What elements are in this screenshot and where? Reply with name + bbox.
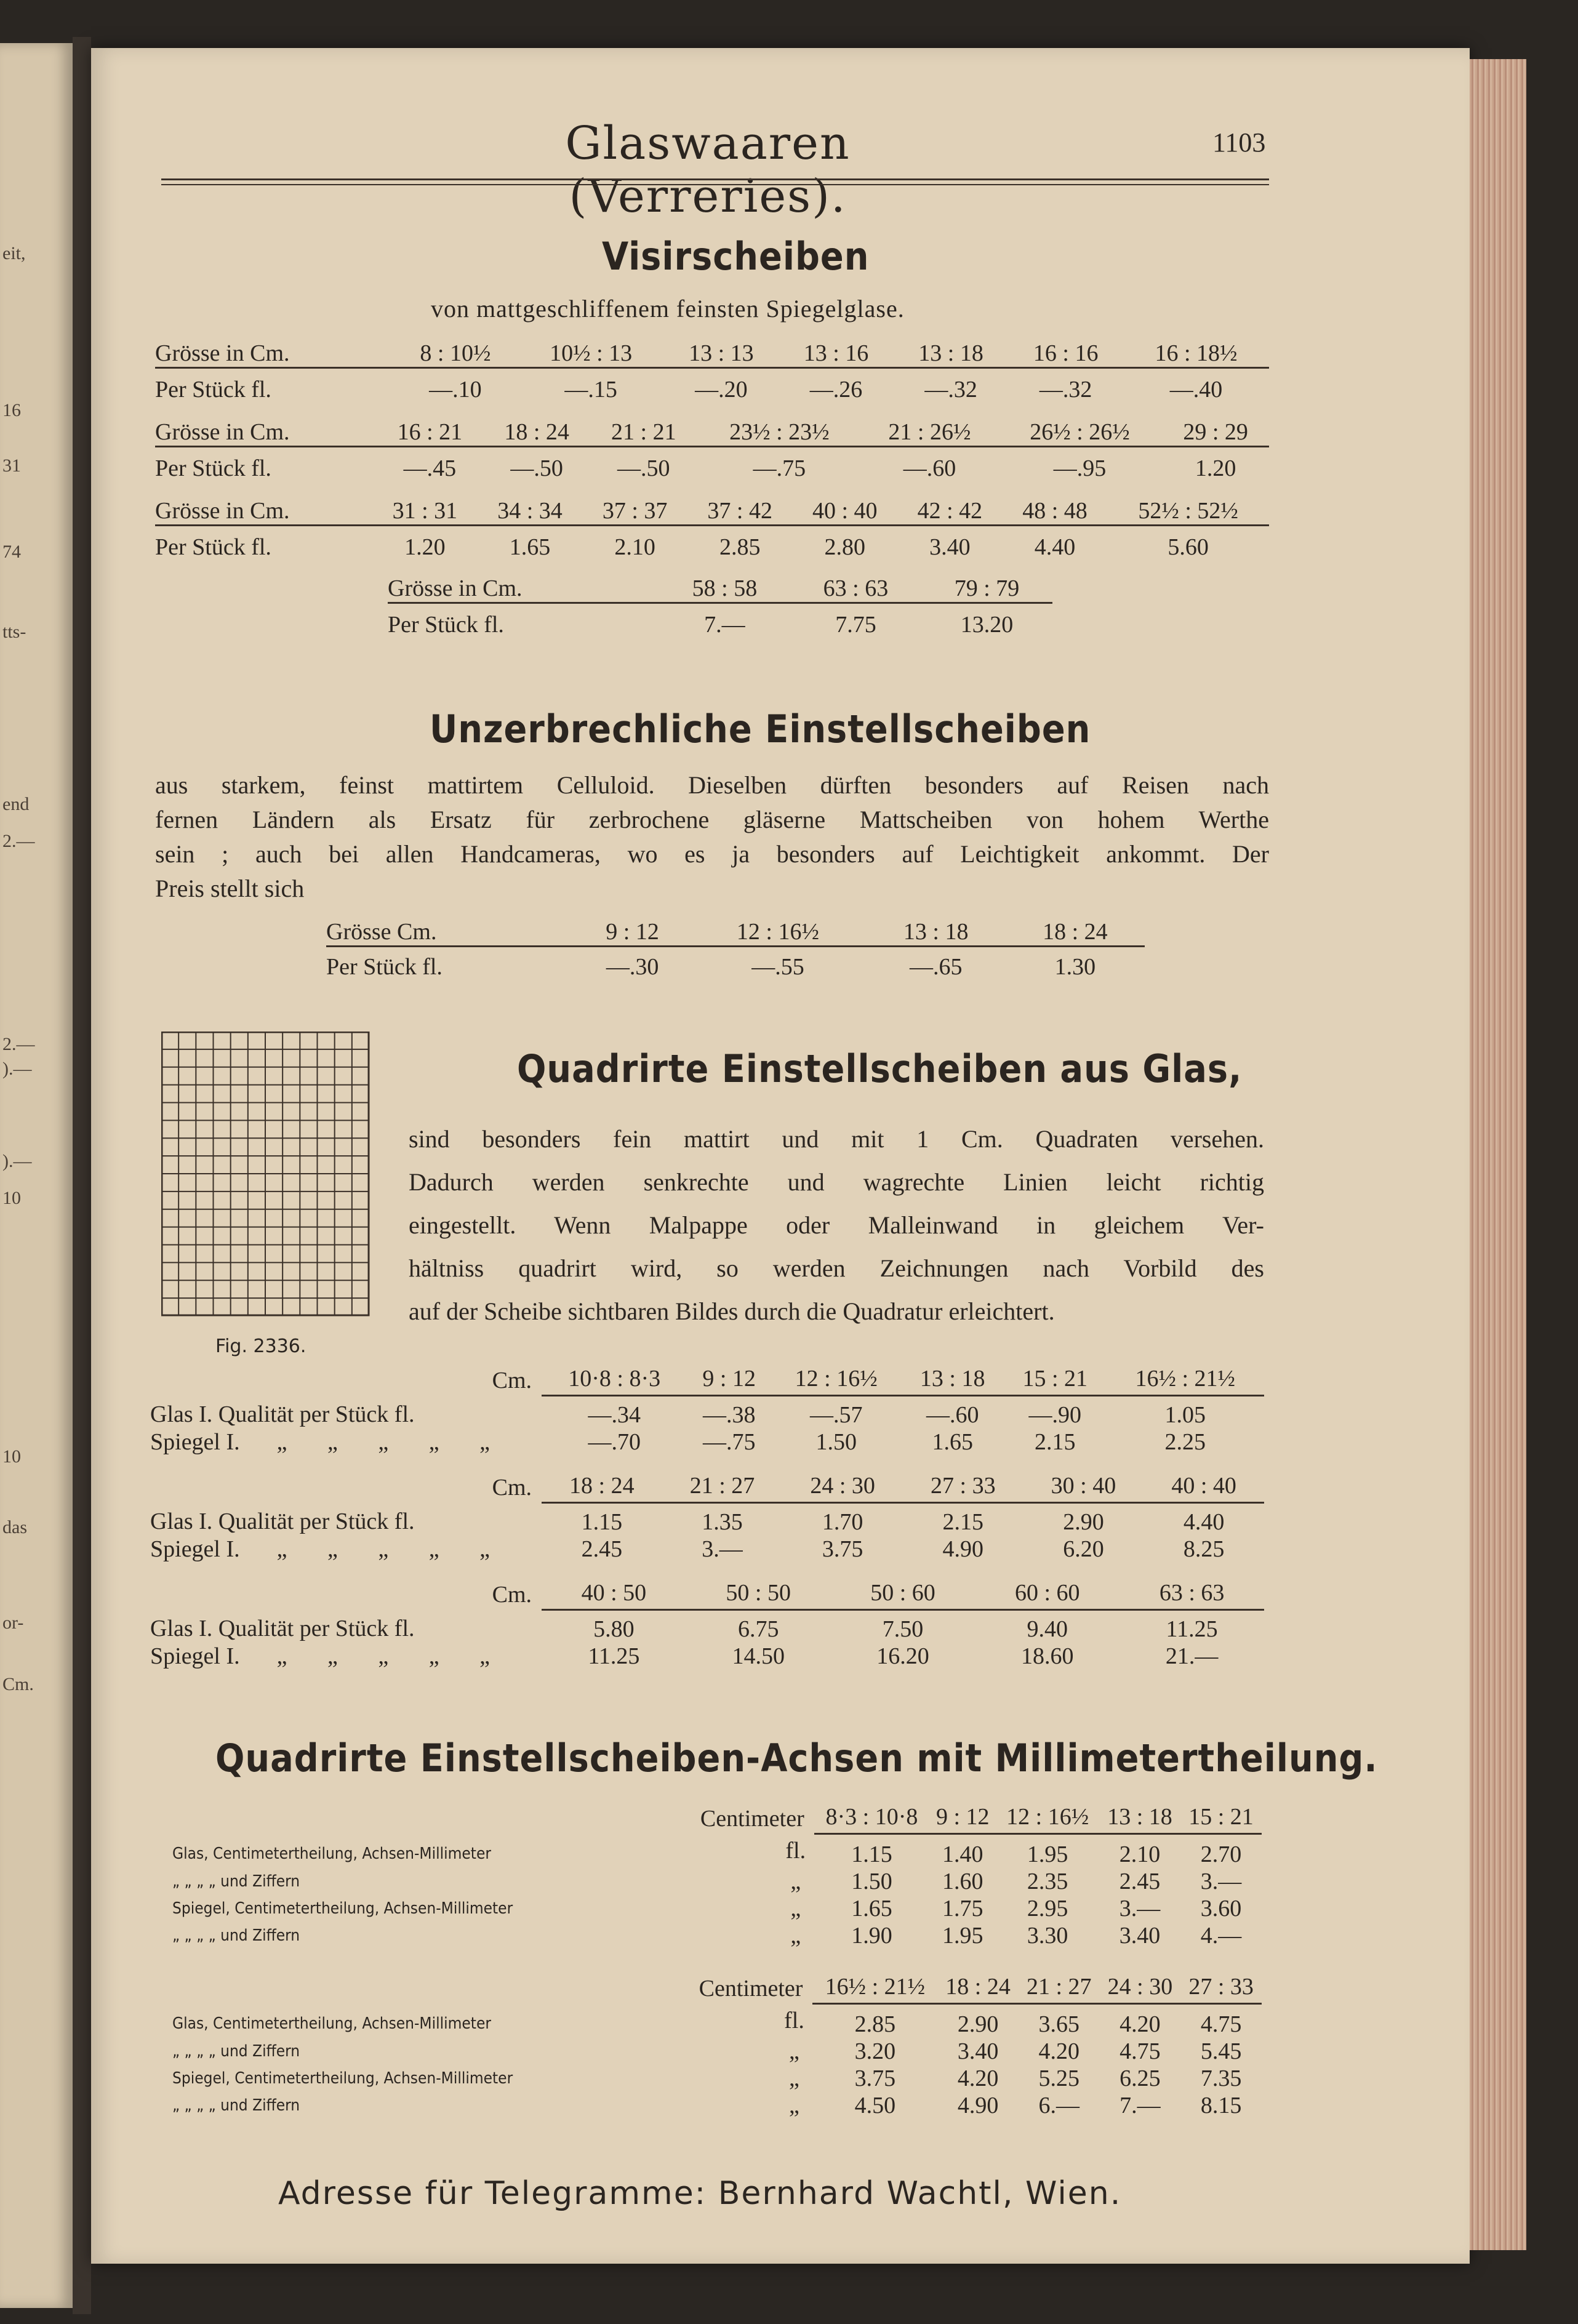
size-cell: 40 : 50 bbox=[542, 1579, 686, 1610]
price-cell: 2.35 bbox=[1027, 1869, 1068, 1894]
unzerbrechliche-paragraph bbox=[155, 768, 1269, 906]
price-row bbox=[155, 526, 1269, 561]
price-cell: 1.90 bbox=[851, 1923, 892, 1949]
page-header-title: Glaswaaren (Verreries). bbox=[565, 117, 851, 223]
row-label: „ „ „ „ und Ziffern bbox=[172, 1926, 300, 1945]
price-cell: 3.40 bbox=[929, 534, 971, 560]
price-cell: 2.45 bbox=[1119, 1869, 1161, 1894]
price-row bbox=[172, 1834, 1262, 1869]
left-margin-mark: eit, bbox=[2, 243, 26, 263]
price-cell: 5.80 bbox=[593, 1616, 635, 1642]
glas-row bbox=[150, 1610, 1264, 1643]
price-cell: 1.20 bbox=[404, 534, 446, 560]
price-cell: —.38 bbox=[702, 1402, 756, 1428]
size-cell: 18 : 24 bbox=[542, 1472, 662, 1503]
price-cell: 1.65 bbox=[932, 1429, 973, 1455]
price-cell: —.45 bbox=[403, 455, 457, 481]
price-cell: 2.85 bbox=[854, 2011, 896, 2037]
price-cell: 3.65 bbox=[1038, 2011, 1079, 2037]
size-row bbox=[172, 1973, 1262, 2004]
cm-label: Centimeter bbox=[700, 1805, 804, 1832]
price-cell: 3.75 bbox=[822, 1536, 863, 1562]
size-cell: 13 : 18 bbox=[901, 1365, 1004, 1396]
price-label: Per Stück fl. bbox=[388, 612, 504, 638]
size-cell: 16 : 16 bbox=[1008, 340, 1123, 368]
size-row bbox=[326, 918, 1145, 947]
size-cell: 12 : 16½ bbox=[771, 1365, 901, 1396]
price-label: Per Stück fl. bbox=[326, 954, 443, 980]
row-label: Glas, Centimetertheilung, Achsen-Millimeter bbox=[172, 2014, 491, 2034]
visirscheiben-table-1 bbox=[155, 340, 1269, 403]
size-cell: 40 : 40 bbox=[1143, 1472, 1264, 1503]
header-rule bbox=[161, 178, 1269, 185]
size-label: Grösse in Cm. bbox=[155, 340, 393, 368]
visirscheiben-title: Visirscheiben bbox=[602, 234, 870, 279]
size-label: Grösse Cm. bbox=[326, 918, 575, 947]
size-cell: 37 : 42 bbox=[687, 497, 793, 526]
unit-label: „ bbox=[790, 1923, 801, 1949]
price-cell: 2.90 bbox=[1063, 1509, 1104, 1535]
price-cell: 4.75 bbox=[1200, 2011, 1242, 2037]
price-cell: 2.80 bbox=[824, 534, 866, 560]
size-cell: 40 : 40 bbox=[792, 497, 897, 526]
price-cell: —.34 bbox=[588, 1402, 641, 1428]
size-row bbox=[150, 1365, 1264, 1396]
price-cell: 3.— bbox=[702, 1536, 743, 1562]
price-cell: 18.60 bbox=[1021, 1643, 1074, 1669]
price-cell: 1.15 bbox=[581, 1509, 623, 1535]
price-cell: 4.75 bbox=[1119, 2038, 1161, 2064]
row-label: „ „ „ „ und Ziffern bbox=[172, 2042, 300, 2061]
left-margin-mark: 74 bbox=[2, 542, 21, 562]
price-cell: 4.40 bbox=[1034, 534, 1076, 560]
price-cell: 1.95 bbox=[942, 1923, 983, 1949]
size-cell: 30 : 40 bbox=[1023, 1472, 1144, 1503]
size-cell: 21 : 27 bbox=[1019, 1973, 1100, 2004]
size-cell: 10·8 : 8·3 bbox=[542, 1365, 687, 1396]
size-cell: 24 : 30 bbox=[1100, 1973, 1181, 2004]
size-row bbox=[155, 497, 1269, 526]
visirscheiben-subtitle: von mattgeschliffenem feinsten Spiegelglase. bbox=[431, 295, 905, 323]
price-cell: 4.20 bbox=[1038, 2038, 1079, 2064]
achsen-table-2 bbox=[172, 1973, 1262, 2119]
unit-label: „ bbox=[790, 1896, 801, 1921]
telegram-address: Adresse für Telegramme: Bernhard Wachtl, Wien. bbox=[278, 2175, 1122, 2212]
ditto-marks: „ „ „ „ „ bbox=[276, 1429, 490, 1455]
visirscheiben-table-3 bbox=[155, 497, 1269, 561]
price-cell: 3.20 bbox=[854, 2038, 896, 2064]
price-cell: 2.10 bbox=[614, 534, 655, 560]
size-cell: 37 : 37 bbox=[582, 497, 687, 526]
size-cell: 18 : 24 bbox=[1006, 918, 1145, 947]
price-cell: 6.20 bbox=[1063, 1536, 1104, 1562]
unit-label: „ bbox=[789, 2038, 799, 2064]
price-cell: 3.60 bbox=[1200, 1896, 1242, 1921]
price-row bbox=[326, 947, 1145, 981]
size-cell: 63 : 63 bbox=[1119, 1579, 1264, 1610]
price-cell: 2.25 bbox=[1164, 1429, 1206, 1455]
size-cell: 12 : 16½ bbox=[996, 1803, 1099, 1834]
paragraph-line: aus starkem, feinst mattirtem Celluloid. Dieselben dürften besonders auf Reisen nach bbox=[155, 771, 1269, 799]
size-cell: 58 : 58 bbox=[659, 575, 790, 603]
price-cell: 2.15 bbox=[1034, 1429, 1076, 1455]
price-cell: 1.35 bbox=[702, 1509, 743, 1535]
price-cell: 8.25 bbox=[1183, 1536, 1225, 1562]
price-cell: 1.65 bbox=[851, 1896, 892, 1921]
price-cell: 6.25 bbox=[1119, 2066, 1161, 2091]
size-cell: 23½ : 23½ bbox=[697, 419, 862, 447]
price-row bbox=[172, 2092, 1262, 2119]
price-cell: 16.20 bbox=[876, 1643, 929, 1669]
size-row bbox=[172, 1803, 1262, 1834]
price-label: Per Stück fl. bbox=[155, 534, 271, 560]
price-cell: —.30 bbox=[606, 954, 659, 980]
price-cell: 7.— bbox=[704, 612, 745, 638]
price-row bbox=[172, 1895, 1262, 1922]
price-row bbox=[155, 447, 1269, 483]
quadrat-grid-figure bbox=[161, 1032, 370, 1317]
price-cell: 7.35 bbox=[1200, 2066, 1242, 2091]
unit-label: fl. bbox=[785, 1838, 806, 1864]
price-cell: 3.40 bbox=[1119, 1923, 1161, 1949]
left-margin-mark: ).— bbox=[2, 1151, 32, 1171]
left-margin-mark: 16 bbox=[2, 400, 21, 420]
visirscheiben-table-4 bbox=[388, 575, 1052, 638]
price-cell: 4.20 bbox=[957, 2066, 999, 2091]
price-cell: 7.— bbox=[1119, 2093, 1161, 2118]
size-cell: 16½ : 21½ bbox=[1106, 1365, 1264, 1396]
price-cell: 2.85 bbox=[719, 534, 761, 560]
price-cell: —.75 bbox=[702, 1429, 756, 1455]
paragraph-line: hältniss quadrirt wird, so werden Zeichnungen nach Vorbild des bbox=[409, 1254, 1264, 1282]
unit-label: „ bbox=[790, 1869, 801, 1894]
price-cell: 1.70 bbox=[822, 1509, 863, 1535]
price-cell: —.55 bbox=[751, 954, 804, 980]
cm-label: Centimeter bbox=[699, 1975, 803, 2001]
unzerbrechliche-title: Unzerbrechliche Einstellscheiben bbox=[430, 707, 1091, 751]
price-cell: 14.50 bbox=[732, 1643, 785, 1669]
price-cell: 11.25 bbox=[1166, 1616, 1218, 1642]
size-cell: 29 : 29 bbox=[1162, 419, 1269, 447]
size-cell: 13 : 16 bbox=[779, 340, 894, 368]
price-cell: 2.45 bbox=[581, 1536, 623, 1562]
price-cell: 7.75 bbox=[835, 612, 876, 638]
price-cell: 4.— bbox=[1200, 1923, 1242, 1949]
price-cell: 13.20 bbox=[960, 612, 1014, 638]
size-cell: 13 : 18 bbox=[867, 918, 1006, 947]
row-label: Spiegel, Centimetertheilung, Achsen-Millimeter bbox=[172, 1899, 513, 1918]
size-cell: 9 : 12 bbox=[929, 1803, 996, 1834]
price-cell: 2.70 bbox=[1200, 1841, 1242, 1867]
left-margin-mark: 2.— bbox=[2, 1034, 35, 1054]
price-cell: 2.90 bbox=[957, 2011, 999, 2037]
size-cell: 12 : 16½ bbox=[689, 918, 866, 947]
price-cell: —.32 bbox=[924, 377, 977, 403]
left-margin-mark: das bbox=[2, 1517, 27, 1537]
price-cell: 4.20 bbox=[1119, 2011, 1161, 2037]
glas-label: Glas I. Qualität per Stück fl. bbox=[150, 1616, 415, 1642]
size-cell: 24 : 30 bbox=[782, 1472, 903, 1503]
left-margin-mark: end bbox=[2, 794, 30, 814]
spiegel-text: Spiegel I. bbox=[150, 1643, 240, 1669]
size-cell: 63 : 63 bbox=[790, 575, 921, 603]
quadrirte-glas-paragraph bbox=[409, 1118, 1264, 1333]
price-cell: 4.40 bbox=[1183, 1509, 1225, 1535]
price-cell: 1.15 bbox=[851, 1841, 892, 1867]
size-cell: 27 : 33 bbox=[1180, 1973, 1262, 2004]
left-margin-mark: ).— bbox=[2, 1059, 32, 1079]
left-margin-mark: 2.— bbox=[2, 831, 35, 851]
size-cell: 10½ : 13 bbox=[518, 340, 664, 368]
price-cell: 3.40 bbox=[957, 2038, 999, 2064]
price-cell: —.15 bbox=[564, 377, 617, 403]
left-margin-mark: 10 bbox=[2, 1188, 21, 1208]
price-cell: 9.40 bbox=[1027, 1616, 1068, 1642]
price-row bbox=[172, 2038, 1262, 2065]
size-cell: 15 : 21 bbox=[1180, 1803, 1262, 1834]
size-row bbox=[150, 1579, 1264, 1610]
paragraph-line: eingestellt. Wenn Malpappe oder Malleinwand in gleichem Ver- bbox=[409, 1211, 1264, 1239]
size-cell: 31 : 31 bbox=[372, 497, 478, 526]
price-cell: 3.30 bbox=[1027, 1923, 1068, 1949]
quadrirte-glas-table-3 bbox=[150, 1579, 1264, 1670]
price-cell: 8.15 bbox=[1200, 2093, 1242, 2118]
cm-label: Cm. bbox=[492, 1367, 532, 1393]
price-cell: 1.20 bbox=[1195, 455, 1236, 481]
paragraph-line: sind besonders fein mattirt und mit 1 Cm. Quadraten versehen. bbox=[409, 1125, 1264, 1153]
achsen-title: Quadrirte Einstellscheiben-Achsen mit Millimetertheilung. bbox=[215, 1736, 1378, 1781]
glas-row bbox=[150, 1503, 1264, 1536]
size-cell: 16 : 18½ bbox=[1123, 340, 1269, 368]
price-cell: 4.90 bbox=[957, 2093, 999, 2118]
price-cell: 4.50 bbox=[854, 2093, 896, 2118]
spiegel-row bbox=[150, 1643, 1264, 1670]
left-margin-mark: or- bbox=[2, 1613, 24, 1633]
size-cell: 8·3 : 10·8 bbox=[814, 1803, 929, 1834]
price-cell: 7.50 bbox=[882, 1616, 924, 1642]
glas-label: Glas I. Qualität per Stück fl. bbox=[150, 1509, 415, 1535]
glas-row bbox=[150, 1396, 1264, 1429]
price-row bbox=[172, 1922, 1262, 1949]
spiegel-label bbox=[150, 1536, 542, 1563]
size-cell: 9 : 12 bbox=[575, 918, 689, 947]
price-cell: 1.40 bbox=[942, 1841, 983, 1867]
row-label: Glas, Centimetertheilung, Achsen-Millimeter bbox=[172, 1845, 491, 1864]
row-label: „ „ „ „ und Ziffern bbox=[172, 1872, 300, 1891]
price-cell: 1.75 bbox=[942, 1896, 983, 1921]
paragraph-line: Preis stellt sich bbox=[155, 875, 305, 902]
price-label: Per Stück fl. bbox=[155, 455, 271, 481]
price-cell: 2.15 bbox=[942, 1509, 984, 1535]
row-label: „ „ „ „ und Ziffern bbox=[172, 2096, 300, 2115]
price-cell: 1.65 bbox=[509, 534, 551, 560]
paragraph-line: auf der Scheibe sichtbaren Bildes durch die Quadratur erleichtert. bbox=[409, 1297, 1055, 1325]
cm-label: Cm. bbox=[492, 1581, 532, 1608]
unit-label: „ bbox=[789, 2093, 799, 2118]
size-cell: 50 : 50 bbox=[686, 1579, 831, 1610]
price-cell: 21.— bbox=[1165, 1643, 1219, 1669]
size-cell: 60 : 60 bbox=[975, 1579, 1119, 1610]
size-cell: 52½ : 52½ bbox=[1107, 497, 1269, 526]
price-cell: 2.95 bbox=[1027, 1896, 1068, 1921]
quadrirte-glas-table-1 bbox=[150, 1365, 1264, 1456]
paragraph-line: Dadurch werden senkrechte und wagrechte Linien leicht richtig bbox=[409, 1168, 1264, 1196]
paragraph-line: sein ; auch bei allen Handcameras, wo es ja besonders auf Leichtigkeit ankommt. Der bbox=[155, 840, 1269, 868]
price-cell: —.50 bbox=[510, 455, 563, 481]
size-cell: 48 : 48 bbox=[1003, 497, 1108, 526]
unit-label: „ bbox=[789, 2066, 799, 2091]
size-cell: 9 : 12 bbox=[687, 1365, 771, 1396]
price-label: Per Stück fl. bbox=[155, 377, 271, 403]
size-label: Grösse in Cm. bbox=[155, 419, 377, 447]
page-edges bbox=[1470, 59, 1526, 2250]
price-cell: 1.30 bbox=[1054, 954, 1096, 980]
size-row bbox=[150, 1472, 1264, 1503]
spiegel-label bbox=[150, 1428, 542, 1456]
size-cell: 13 : 18 bbox=[1099, 1803, 1180, 1834]
price-cell: —.60 bbox=[903, 455, 956, 481]
price-cell: 5.45 bbox=[1200, 2038, 1242, 2064]
size-row bbox=[155, 340, 1269, 368]
unit-label: fl. bbox=[784, 2008, 804, 2034]
price-cell: 6.— bbox=[1038, 2093, 1079, 2118]
row-label: Spiegel, Centimetertheilung, Achsen-Millimeter bbox=[172, 2069, 513, 2088]
price-cell: 1.50 bbox=[851, 1869, 892, 1894]
size-row bbox=[388, 575, 1052, 603]
price-cell: —.65 bbox=[909, 954, 963, 980]
price-cell: 11.25 bbox=[588, 1643, 640, 1669]
price-cell: —.20 bbox=[695, 377, 748, 403]
book-gutter bbox=[73, 37, 91, 2314]
size-row bbox=[155, 419, 1269, 447]
size-cell: 50 : 60 bbox=[831, 1579, 975, 1610]
unzerbrechliche-table bbox=[326, 918, 1145, 980]
price-cell: —.32 bbox=[1039, 377, 1092, 403]
price-cell: —.60 bbox=[926, 1402, 979, 1428]
price-cell: —.26 bbox=[809, 377, 863, 403]
price-cell: —.10 bbox=[429, 377, 482, 403]
price-cell: 5.60 bbox=[1167, 534, 1209, 560]
size-cell: 79 : 79 bbox=[921, 575, 1052, 603]
left-margin-mark: tts- bbox=[2, 622, 26, 642]
quadrirte-glas-table-2 bbox=[150, 1472, 1264, 1563]
price-cell: 1.05 bbox=[1164, 1402, 1206, 1428]
price-cell: 3.— bbox=[1200, 1869, 1242, 1894]
price-cell: 1.50 bbox=[815, 1429, 857, 1455]
price-row bbox=[155, 368, 1269, 404]
price-cell: 3.— bbox=[1119, 1896, 1161, 1921]
price-cell: 3.75 bbox=[854, 2066, 896, 2091]
ditto-marks: „ „ „ „ „ bbox=[276, 1536, 490, 1562]
price-row bbox=[172, 2004, 1262, 2038]
spiegel-row bbox=[150, 1536, 1264, 1563]
price-cell: —.57 bbox=[809, 1402, 863, 1428]
size-cell: 21 : 21 bbox=[590, 419, 697, 447]
achsen-table-1 bbox=[172, 1803, 1262, 1949]
spiegel-label bbox=[150, 1643, 542, 1670]
price-row bbox=[388, 603, 1052, 639]
price-cell: 5.25 bbox=[1038, 2066, 1079, 2091]
price-cell: —.50 bbox=[617, 455, 670, 481]
left-margin-mark: 31 bbox=[2, 455, 21, 476]
price-cell: 4.90 bbox=[942, 1536, 984, 1562]
size-cell: 26½ : 26½ bbox=[998, 419, 1163, 447]
price-cell: 1.60 bbox=[942, 1869, 983, 1894]
size-cell: 16 : 21 bbox=[377, 419, 484, 447]
price-cell: —.40 bbox=[1169, 377, 1223, 403]
price-cell: —.75 bbox=[753, 455, 806, 481]
size-cell: 21 : 26½ bbox=[862, 419, 998, 447]
left-page-edge bbox=[0, 43, 73, 2308]
price-cell: —.90 bbox=[1028, 1402, 1081, 1428]
left-margin-mark: 10 bbox=[2, 1446, 21, 1467]
spiegel-text: Spiegel I. bbox=[150, 1429, 240, 1455]
left-margin-mark: Cm. bbox=[2, 1674, 34, 1694]
size-cell: 18 : 24 bbox=[483, 419, 590, 447]
paragraph-line: fernen Ländern als Ersatz für zerbrochene gläserne Mattscheiben von hohem Werthe bbox=[155, 806, 1269, 833]
size-cell: 16½ : 21½ bbox=[812, 1973, 937, 2004]
visirscheiben-table-2 bbox=[155, 419, 1269, 482]
size-cell: 27 : 33 bbox=[903, 1472, 1023, 1503]
size-label: Grösse in Cm. bbox=[388, 575, 659, 603]
price-cell: 2.10 bbox=[1119, 1841, 1161, 1867]
size-cell: 21 : 27 bbox=[662, 1472, 783, 1503]
price-row bbox=[172, 1868, 1262, 1895]
size-cell: 34 : 34 bbox=[478, 497, 583, 526]
figure-caption: Fig. 2336. bbox=[215, 1336, 306, 1357]
spiegel-row bbox=[150, 1428, 1264, 1456]
size-cell: 15 : 21 bbox=[1004, 1365, 1107, 1396]
size-cell: 13 : 18 bbox=[894, 340, 1009, 368]
size-cell: 18 : 24 bbox=[937, 1973, 1019, 2004]
price-row bbox=[172, 2065, 1262, 2092]
price-cell: —.70 bbox=[588, 1429, 641, 1455]
spiegel-text: Spiegel I. bbox=[150, 1536, 240, 1562]
size-cell: 8 : 10½ bbox=[393, 340, 518, 368]
cm-label: Cm. bbox=[492, 1474, 532, 1501]
size-cell: 42 : 42 bbox=[897, 497, 1003, 526]
price-cell: —.95 bbox=[1053, 455, 1107, 481]
glas-label: Glas I. Qualität per Stück fl. bbox=[150, 1401, 415, 1428]
price-cell: 6.75 bbox=[737, 1616, 779, 1642]
price-cell: 1.95 bbox=[1027, 1841, 1068, 1867]
page-number: 1103 bbox=[1212, 127, 1266, 158]
ditto-marks: „ „ „ „ „ bbox=[276, 1643, 490, 1669]
size-label: Grösse in Cm. bbox=[155, 497, 372, 526]
size-cell: 13 : 13 bbox=[664, 340, 779, 368]
quadrirte-glas-title: Quadrirte Einstellscheiben aus Glas, bbox=[517, 1046, 1243, 1091]
